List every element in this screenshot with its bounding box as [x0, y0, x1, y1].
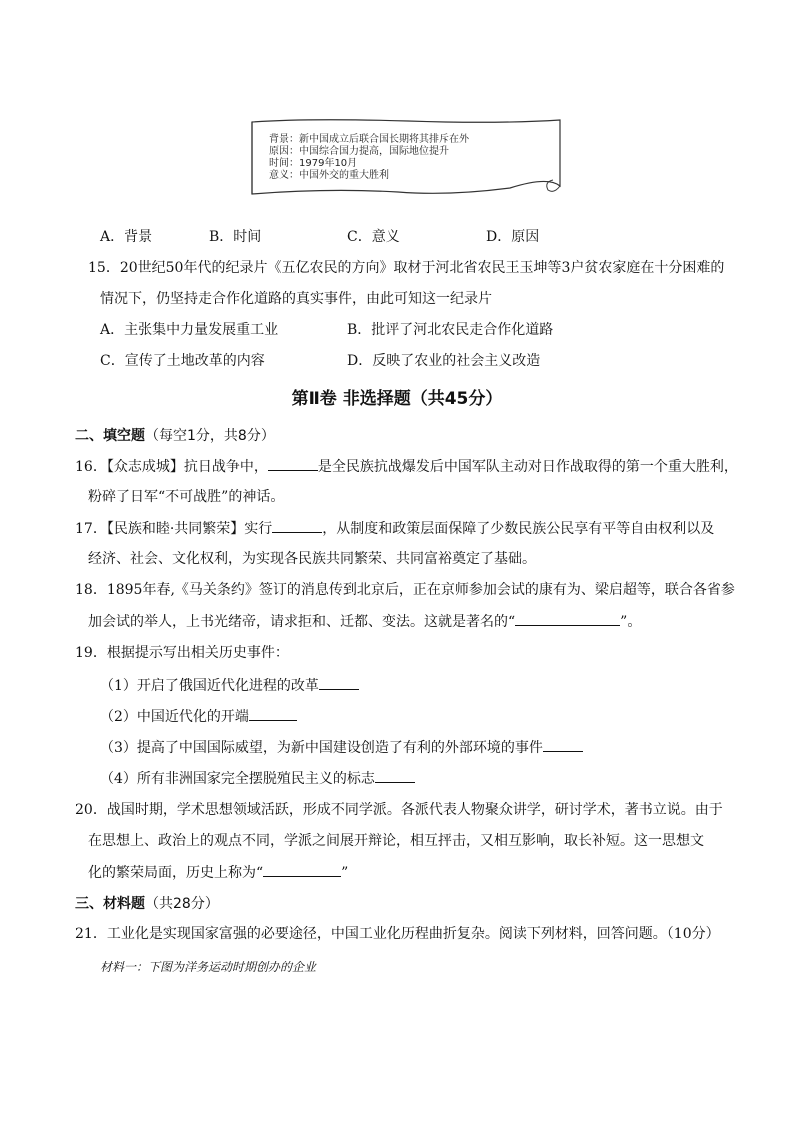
fill-in-heading-note: （每空1分，共8分） [145, 428, 275, 444]
q15-option-c: C．宣传了土地改革的内容 [100, 353, 265, 369]
q20-line2: 在思想上、政治上的观点不同，学派之间展开辩论，相互抨击，又相互影响，取长补短。这一思想文 [88, 833, 704, 849]
scroll-text [269, 134, 469, 182]
q19-item-4-blank[interactable] [375, 768, 415, 783]
q19-item-2 [100, 706, 297, 727]
section2-title: 第Ⅱ卷 非选择题（共45分） [291, 389, 503, 409]
q20-line3-suffix: ” [341, 865, 349, 881]
q14-option-d: D．原因 [486, 229, 540, 245]
q16-suffix: 是全民族抗战爆发后中国军队主动对日作战取得的第一个重大胜利， [317, 459, 738, 475]
q15-stem-line1: 15．20世纪50年代的纪录片《五亿农民的方向》取材于河北省农民王玉坤等3户贫农家庭在十分困难的 [88, 260, 725, 276]
scroll-figure [248, 116, 566, 198]
q17-line1 [75, 518, 714, 539]
q16-answer-blank[interactable] [268, 456, 318, 471]
q19-item-2-text: （2）中国近代化的开端 [100, 709, 249, 725]
q21-material1: 材料一：下图为洋务运动时期创办的企业 [100, 960, 317, 974]
q19-item-1-blank[interactable] [319, 675, 359, 690]
q18-line2 [88, 611, 641, 632]
q19-item-1 [100, 675, 359, 696]
q17-line2: 经济、社会、文化权利，为实现各民族共同繁荣、共同富裕奠定了基础。 [88, 551, 536, 567]
fill-in-heading [75, 425, 275, 445]
q21-stem: 21．工业化是实现国家富强的必要途径，中国工业化历程曲折复杂。阅读下列材料，回答问题。（10分） [75, 926, 720, 942]
q19-stem: 19．根据提示写出相关历史事件： [75, 645, 289, 661]
q14-option-c: C．意义 [347, 229, 400, 245]
q14-option-a: A．背景 [100, 229, 153, 245]
q17-suffix: ，从制度和政策层面保障了少数民族公民享有平等自由权利以及 [322, 521, 715, 537]
q18-line2-suffix: ”。 [620, 614, 642, 630]
q20-line3-prefix: 化的繁荣局面，历史上称为“ [88, 865, 264, 881]
q19-item-4-text: （4）所有非洲国家完全摆脱殖民主义的标志 [100, 771, 375, 787]
q19-item-3-text: （3）提高了中国国际威望，为新中国建设创造了有利的外部环境的事件 [100, 740, 543, 756]
scroll-line-significance: 意义：中国外交的重大胜利 [269, 170, 389, 181]
scroll-line-background: 背景：新中国成立后联合国长期将其排斥在外 [269, 134, 469, 145]
material-heading-label: 三、材料题 [75, 896, 145, 912]
material-heading [75, 893, 219, 913]
scroll-line-reason: 原因：中国综合国力提高，国际地位提升 [269, 146, 449, 157]
q19-item-2-blank[interactable] [249, 706, 297, 721]
q15-stem-line2: 情况下，仍坚持走合作化道路的真实事件，由此可知这一纪录片 [100, 291, 492, 307]
q15-option-d: D．反映了农业的社会主义改造 [347, 353, 541, 369]
scroll-line-time: 时间：1979年10月 [269, 158, 358, 169]
q19-item-3 [100, 737, 583, 758]
fill-in-heading-label: 二、填空题 [75, 428, 145, 444]
q14-option-b: B．时间 [209, 229, 262, 245]
q20-line1: 20．战国时期，学术思想领域活跃，形成不同学派。各派代表人物聚众讲学，研讨学术，著书立说。由于 [75, 802, 723, 818]
q16-prefix: 16．【众志成城】抗日战争中， [75, 459, 268, 475]
q19-item-1-text: （1）开启了俄国近代化进程的改革 [100, 678, 319, 694]
q20-line3 [88, 862, 348, 883]
q18-line1: 18．1895年春,《马关条约》签订的消息传到北京后，正在京师参加会试的康有为、梁启超等，联合各省参 [75, 582, 735, 598]
q16-line1 [75, 456, 738, 477]
q15-option-b: B．批评了河北农民走合作化道路 [347, 322, 554, 338]
q17-prefix: 17．【民族和睦·共同繁荣】实行 [75, 521, 273, 537]
q20-answer-blank[interactable] [263, 862, 341, 877]
material-heading-note: （共28分） [145, 896, 219, 912]
q15-option-a: A．主张集中力量发展重工业 [100, 322, 279, 338]
q18-line2-prefix: 加会试的举人，上书光绪帝，请求拒和、迁都、变法。这就是著名的“ [88, 614, 516, 630]
q17-answer-blank[interactable] [272, 518, 322, 533]
q19-item-4 [100, 768, 415, 789]
q18-answer-blank[interactable] [515, 611, 620, 626]
q19-item-3-blank[interactable] [543, 737, 583, 752]
q16-line2: 粉碎了日军“不可战胜”的神话。 [88, 489, 285, 505]
